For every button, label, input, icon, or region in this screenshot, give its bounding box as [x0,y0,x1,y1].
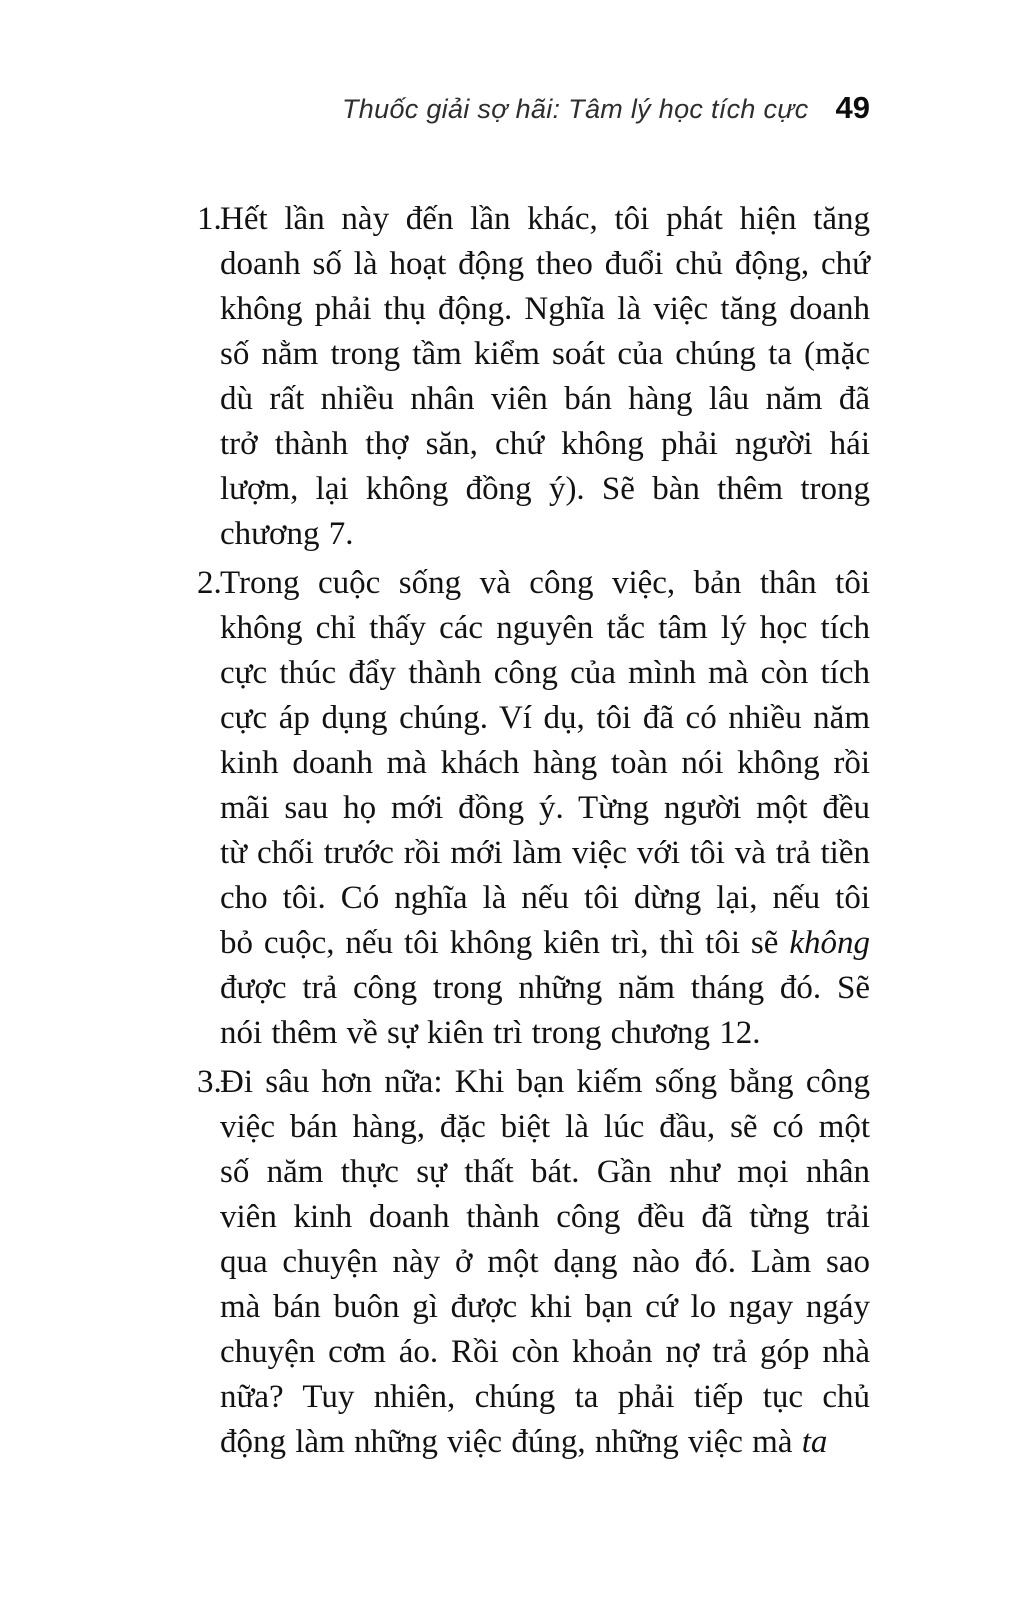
page-number: 49 [835,90,870,125]
text-line: mà bán buôn gì được khi bạn cứ lo ngay ngáy [220,1289,870,1325]
text-line: số nằm trong tầm kiểm soát của chúng ta (mặc [220,336,870,372]
text-line: chuyện cơm áo. Rồi còn khoản nợ trả góp nhà [220,1334,870,1370]
text-line: cực áp dụng chúng. Ví dụ, tôi đã có nhiều năm [220,700,870,736]
italic-text: ta [801,1424,828,1460]
text-line: số năm thực sự thất bát. Gần như mọi nhân [220,1154,870,1190]
text-line: lượm, lại không đồng ý). Sẽ bàn thêm trong [220,471,870,507]
text-line: Trong cuộc sống và công việc, bản thân tôi [220,565,870,601]
text-line: bỏ cuộc, nếu tôi không kiên trì, thì tôi sẽ không [220,925,870,961]
text-line: trở thành thợ săn, chứ không phải người hái [220,426,870,462]
list-item [197,561,870,1056]
text-line: qua chuyện này ở một dạng nào đó. Làm sao [220,1244,870,1280]
text-line: cho tôi. Có nghĩa là nếu tôi dừng lại, nếu tôi [220,880,870,916]
text-line: chương 7. [220,516,354,552]
text-line: cực thúc đẩy thành công của mình mà còn tích [220,655,870,691]
body-text [197,197,870,1465]
text-line: việc bán hàng, đặc biệt là lúc đầu, sẽ có một [220,1109,870,1145]
text-line: được trả công trong những năm tháng đó. Sẽ [220,970,870,1006]
italic-text: không [789,925,870,961]
text-line: động làm những việc đúng, những việc mà ta [220,1424,828,1460]
list-number: 1. [197,201,222,237]
text-line: nói thêm về sự kiên trì trong chương 12. [220,1015,761,1051]
text-line: Hết lần này đến lần khác, tôi phát hiện tăng [220,201,870,237]
text-line: Đi sâu hơn nữa: Khi bạn kiếm sống bằng công [220,1064,870,1100]
text-line: kinh doanh mà khách hàng toàn nói không rồi [220,745,870,781]
list-item [197,197,870,557]
running-header [0,90,870,126]
text-line: dù rất nhiều nhân viên bán hàng lâu năm đã [220,381,870,417]
list-number: 2. [197,565,222,601]
text-line: không chỉ thấy các nguyên tắc tâm lý học tích [220,610,870,646]
text-line: viên kinh doanh thành công đều đã từng trải [220,1199,870,1235]
text-line: nữa? Tuy nhiên, chúng ta phải tiếp tục chủ [220,1379,870,1415]
text-line: mãi sau họ mới đồng ý. Từng người một đều [220,790,870,826]
list-number: 3. [197,1064,222,1100]
running-title: Thuốc giải sợ hãi: Tâm lý học tích cực [342,94,809,124]
text-line: từ chối trước rồi mới làm việc với tôi và trả tiền [220,835,870,871]
text-line: doanh số là hoạt động theo đuổi chủ động, chứ [220,246,870,282]
list-item [197,1060,870,1465]
text-line: không phải thụ động. Nghĩa là việc tăng doanh [220,291,870,327]
